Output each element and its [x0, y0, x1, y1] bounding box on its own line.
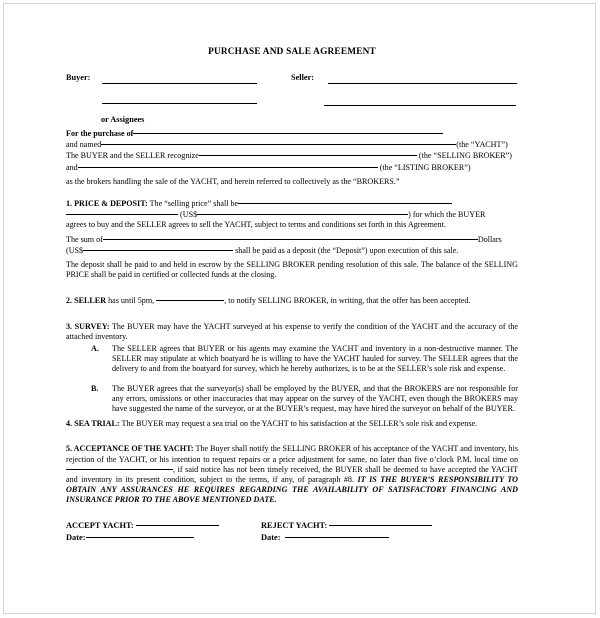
purchase-of-field[interactable] [133, 133, 443, 134]
accept-yacht-cell [66, 521, 219, 530]
reject-yacht-field[interactable] [329, 525, 432, 526]
listing-broker-field[interactable] [78, 167, 378, 168]
seller-notify-date-field[interactable] [156, 300, 224, 301]
seller-clause-post: , to notify SELLING BROKER, in writing, that the offer has been accepted. [224, 296, 471, 306]
accept-date-field[interactable] [86, 537, 194, 538]
survey-clause-heading: 3. SURVEY: [66, 321, 110, 331]
seller-clause-pre: has until 5pm, [108, 296, 155, 306]
price-clause-heading: 1. PRICE & DEPOSIT: [66, 199, 148, 209]
accept-date-label: Date: [66, 532, 86, 542]
buyer-name-field-2[interactable] [102, 103, 257, 104]
yacht-name-field[interactable] [101, 144, 456, 145]
accept-yacht-field[interactable] [136, 525, 219, 526]
seller-name-field[interactable] [328, 83, 517, 84]
listing-broker-row [66, 162, 518, 173]
signature-row-accept-reject [66, 521, 518, 533]
sea-trial-body: The BUYER may request a sea trial on the YACHT to his satisfaction at the SELLER’s sole risk and expense. [121, 419, 478, 429]
reject-date-field[interactable] [285, 537, 389, 538]
price-clause-line-2 [66, 209, 518, 220]
signature-block [66, 521, 518, 545]
acceptance-part2: , if said notice has not been timely received, the BUYER shall be deemed to have accepted the YACHT and inventory in its present condition, subject to the terms, if any, of paragraph #8. [66, 464, 518, 485]
selling-price-usd-field[interactable] [197, 214, 408, 215]
recognize-label: The BUYER and the SELLER recognize [66, 151, 199, 161]
purchase-of-label: For the purchase of [66, 129, 134, 138]
acceptance-part1: The Buyer shall notify the SELLING BROKER of his acceptance of the YACHT and inventory, his rejection of the YACHT, or his intention to request repairs or a price adjustment for same, no later than five o’clock P.M. local time on [66, 444, 518, 464]
sum-of-dollars-label: Dollars [477, 234, 502, 244]
selling-broker-field[interactable] [199, 155, 417, 156]
brokers-statement: as the brokers handling the sale of the YACHT, and herein referred to collectively as the “BROKERS.” [66, 176, 400, 186]
signature-row-dates [66, 533, 518, 545]
reject-yacht-label: REJECT YACHT: [261, 520, 328, 530]
seller-label: Seller: [291, 73, 315, 82]
deposit-us-label: (US$ [66, 245, 84, 255]
and-named-label: and named [66, 140, 102, 150]
assignees-label: or Assignees [101, 115, 145, 124]
reject-date-label: Date: [261, 532, 281, 542]
selling-broker-row [66, 150, 518, 161]
listing-broker-tag: (the “LISTING BROKER”) [379, 162, 471, 172]
and-label: and [66, 162, 78, 172]
buyer-seller-row-2 [66, 94, 518, 116]
sea-trial-clause [66, 419, 518, 429]
page-title: PURCHASE AND SALE AGREEMENT [208, 47, 376, 57]
seller-name-field-2[interactable] [324, 105, 516, 106]
price-us-label: (US$ [180, 210, 198, 220]
survey-item-a-text: The SELLER agrees that BUYER or his agents may examine the YACHT and inventory in a non-destructive manner. The SELLER may stipulate at which boatyard he is willing to have the YACHT hauled for survey. The SELLER agrees that the delivery to and from the boatyard for survey, which he hereby authorizes, is to be at the SELLER’s sole risk and expense. [112, 344, 518, 374]
document-page [3, 3, 596, 614]
buyer-seller-row-1 [66, 73, 518, 94]
sum-of-row [66, 234, 518, 245]
acceptance-heading: 5. ACCEPTANCE OF THE YACHT: [66, 444, 194, 454]
deposit-usd-field[interactable] [83, 250, 233, 251]
acceptance-emphasis: IT IS THE BUYER’S RESPONSIBILITY TO OBTAIN ANY ASSURANCES HE REQUIRES REGARDING THE AVAILABILITY OF SATISFACTORY FINANCING AND INSURANCE PRIOR TO THE ABOVE MENTIONED DATE. [66, 475, 518, 505]
reject-yacht-cell [261, 521, 432, 530]
selling-price-words-field[interactable] [66, 214, 178, 215]
survey-item-a-letter: A. [91, 344, 99, 354]
deposit-post-text: shall be paid as a deposit (the “Deposit”) upon execution of this sale. [235, 245, 459, 255]
escrow-statement: The deposit shall be paid to and held in escrow by the SELLING BROKER pending resolution of this sale. The balance of the SELLING PRICE shall be paid in certified or collected funds at the closing. [66, 260, 518, 280]
and-named-row [66, 139, 518, 150]
purchase-of-row [66, 128, 518, 139]
buyer-label: Buyer: [66, 73, 91, 82]
survey-item-b-letter: B. [91, 383, 99, 393]
deposit-words-field[interactable] [103, 239, 478, 240]
accept-date-cell [66, 533, 194, 542]
acceptance-deadline-date-field[interactable] [66, 469, 173, 470]
deposit-us-row [66, 245, 518, 256]
survey-clause-body: The BUYER may have the YACHT surveyed at his expense to verify the condition of the YACHT and the accuracy of the attached inventory. [66, 321, 518, 341]
price-line2-post: ) for which the BUYER [408, 210, 486, 220]
acceptance-clause [66, 444, 518, 505]
selling-price-field[interactable] [238, 203, 452, 204]
survey-clause [66, 322, 518, 342]
survey-item-a [91, 344, 518, 375]
yacht-tag: (the “YACHT”) [456, 140, 508, 150]
selling-broker-tag: (the “SELLING BROKER”) [418, 151, 512, 161]
document-content [66, 4, 518, 545]
sum-of-label: The sum of [66, 234, 103, 244]
survey-item-b-text: The BUYER agrees that the surveyor(s) shall be employed by the BUYER, and that the BROKERS are not responsible for any errors, omissions or other inaccuracies that may appear on the survey of the YACHT, even though the BROKERS may have suggested the name of the surveyor, or at the BUYER’s request, may have hired the surveyor on behalf of the BUYER. [112, 383, 518, 414]
price-clause-line1-text: The “selling price” shall be [149, 199, 239, 209]
seller-clause-row [66, 295, 518, 306]
price-clause-line-1 [66, 198, 518, 209]
survey-item-b [91, 384, 518, 415]
reject-date-cell [261, 533, 389, 542]
accept-yacht-label: ACCEPT YACHT: [66, 520, 134, 530]
sea-trial-heading: 4. SEA TRIAL: [66, 419, 120, 429]
seller-clause-heading: 2. SELLER [66, 296, 107, 306]
buyer-name-field[interactable] [102, 83, 257, 84]
price-clause-line-3: agrees to buy and the SELLER agrees to sell the YACHT, subject to terms and conditions set forth in this Agreement. [66, 220, 446, 230]
